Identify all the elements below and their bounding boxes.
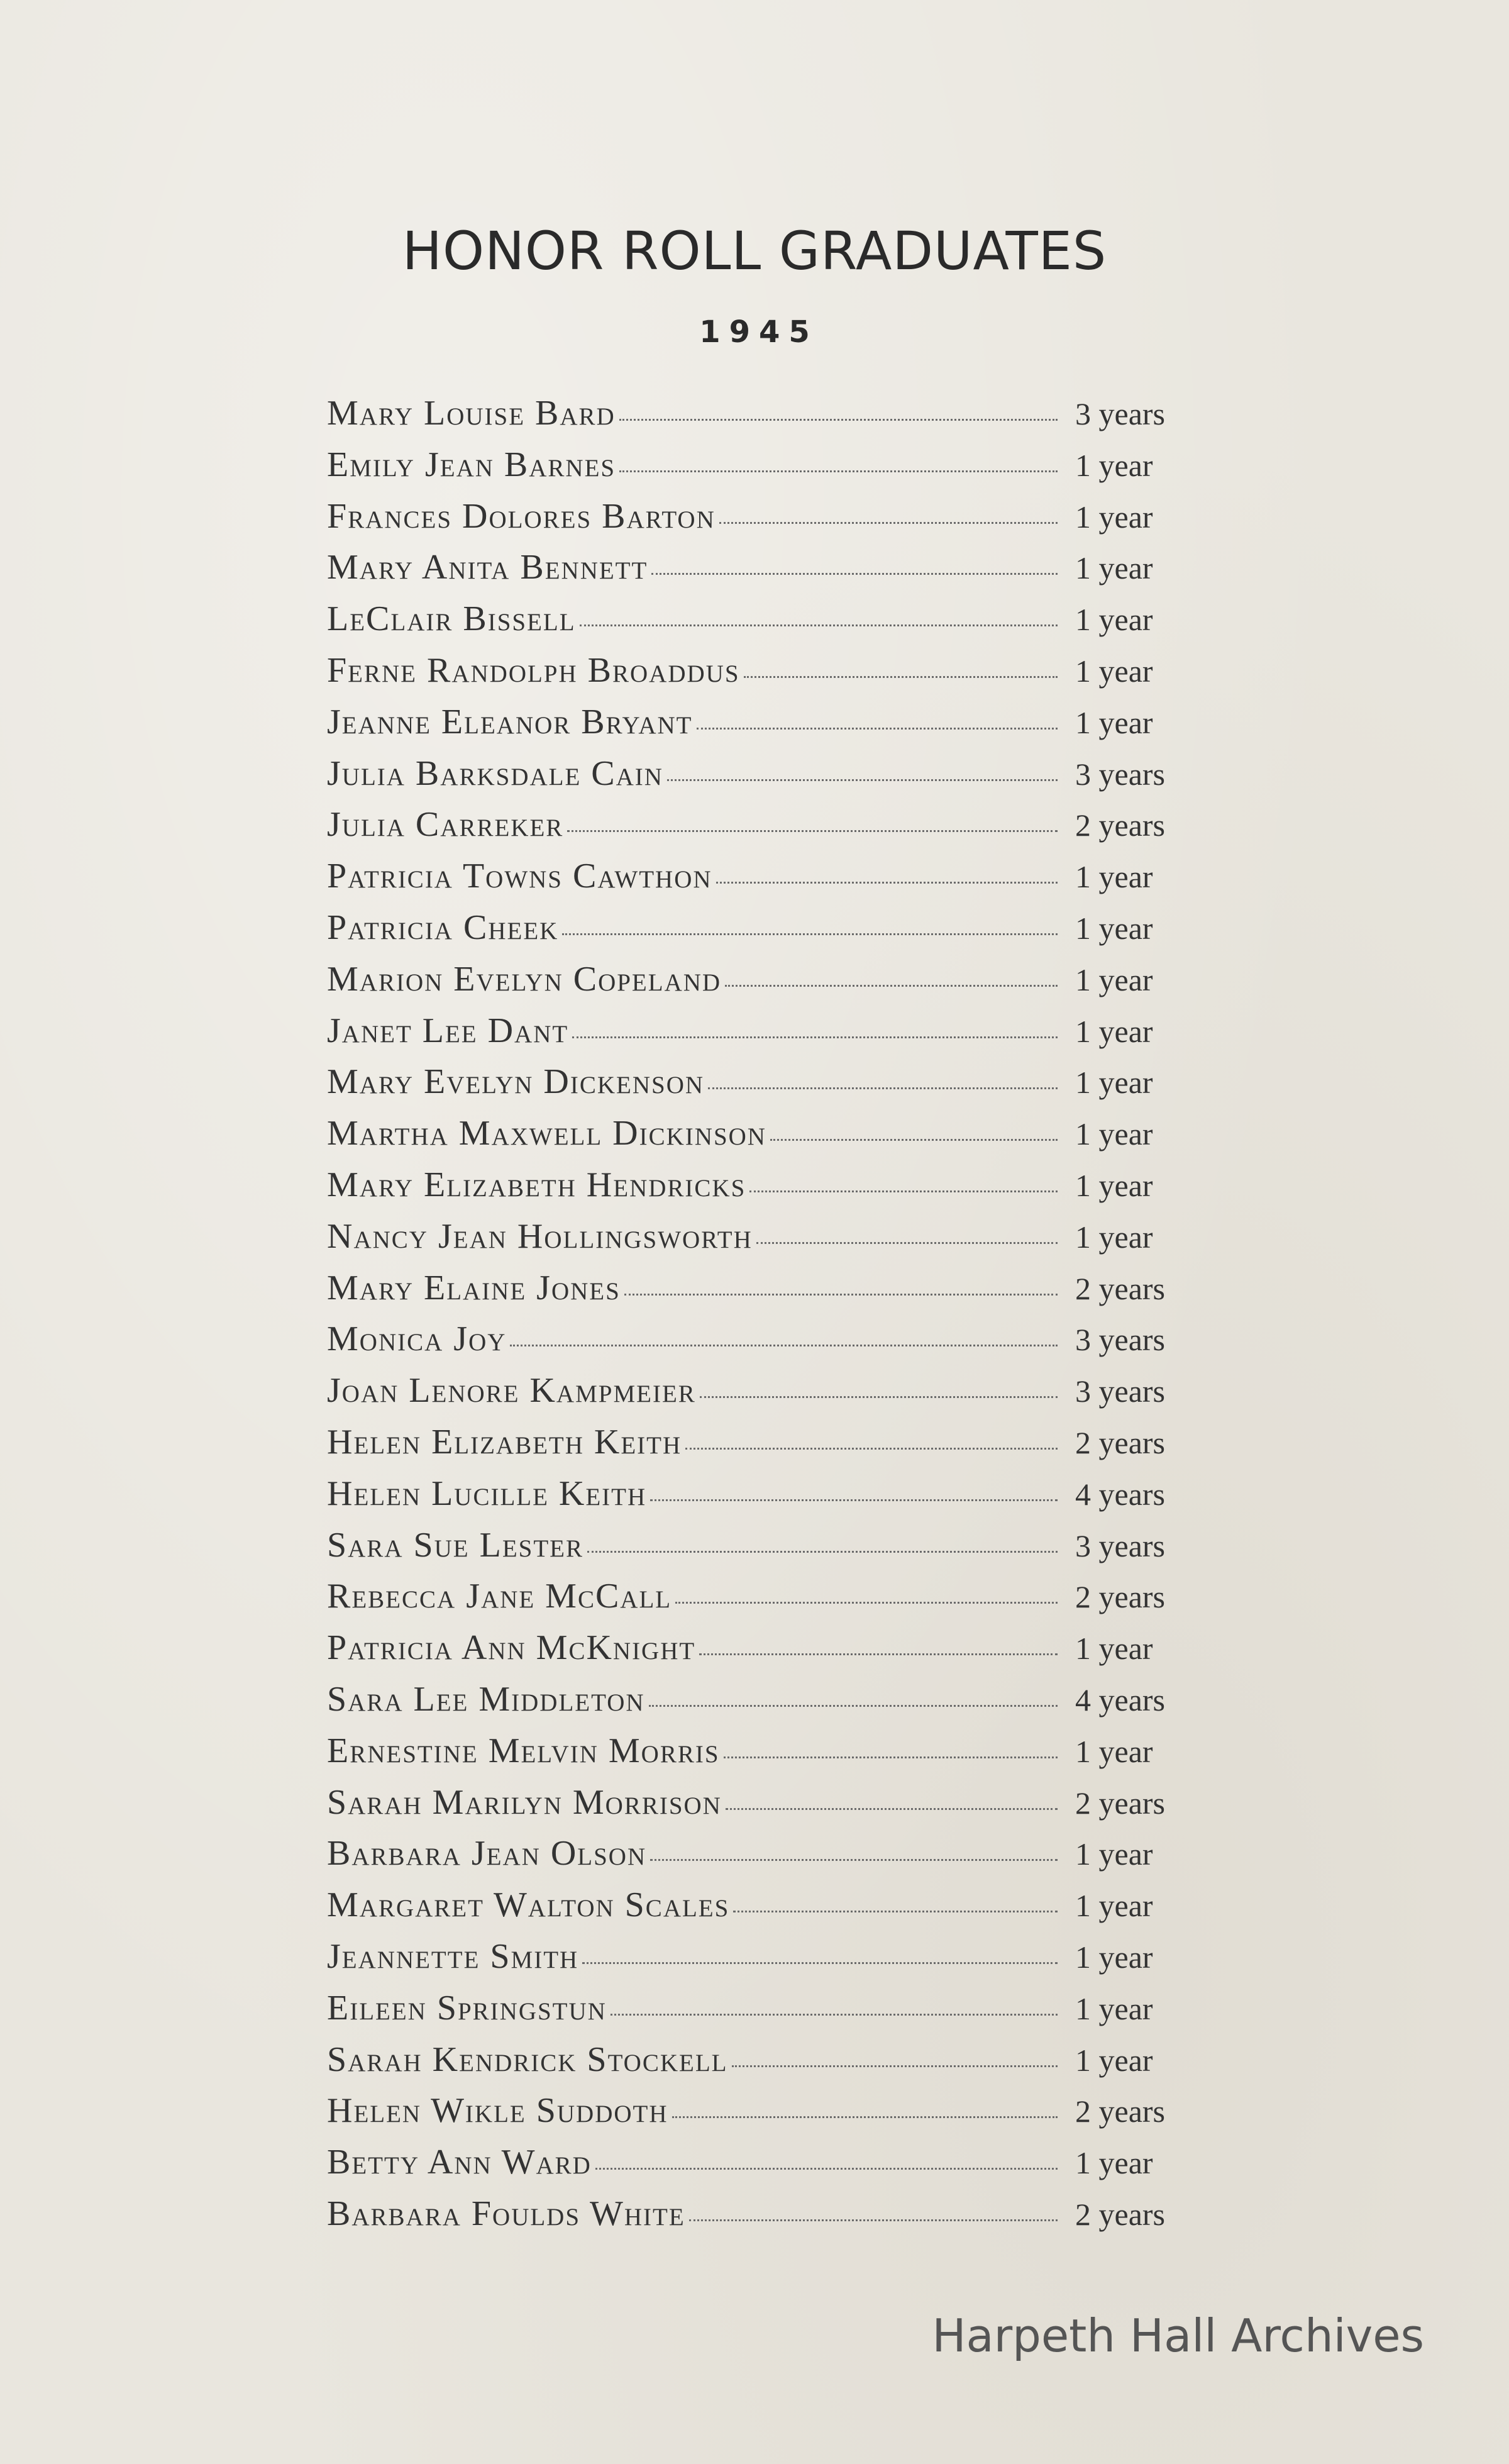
list-item [327, 856, 1201, 907]
graduate-duration: 2 years [1075, 2196, 1165, 2232]
dot-leader [580, 624, 1058, 626]
list-item [327, 753, 1201, 805]
graduate-name: Eileen Springstun [327, 1988, 607, 2028]
graduate-name: LeClair Bissell [327, 599, 576, 639]
list-item [327, 2142, 1201, 2194]
graduate-name: Helen Lucille Keith [327, 1473, 647, 1513]
graduate-name: Monica Joy [327, 1319, 507, 1359]
graduate-duration: 1 year [1075, 1733, 1153, 1769]
list-item [327, 2039, 1201, 2091]
dot-leader [719, 522, 1058, 524]
dot-leader [749, 1190, 1058, 1192]
graduate-duration: 1 year [1075, 1065, 1153, 1101]
graduate-duration: 2 years [1075, 1424, 1165, 1460]
list-item [327, 1782, 1201, 1834]
graduate-name: Jeannette Smith [327, 1936, 579, 1976]
list-item [327, 1731, 1201, 1782]
graduate-duration: 1 year [1075, 447, 1153, 483]
graduate-name: Helen Wikle Suddoth [327, 2091, 668, 2131]
graduate-duration: 1 year [1075, 1836, 1153, 1872]
dot-leader [587, 1551, 1058, 1553]
dot-leader [744, 676, 1058, 678]
list-item [327, 1525, 1201, 1577]
graduate-duration: 2 years [1075, 1270, 1165, 1306]
graduate-duration: 1 year [1075, 550, 1153, 586]
graduate-name: Ferne Randolph Broaddus [327, 650, 740, 690]
dot-leader [675, 1602, 1058, 1604]
graduate-duration: 1 year [1075, 2145, 1153, 2181]
graduate-duration: 4 years [1075, 1476, 1165, 1512]
graduate-duration: 2 years [1075, 807, 1165, 843]
list-item [327, 1679, 1201, 1731]
list-item [327, 1576, 1201, 1628]
graduate-name: Ernestine Melvin Morris [327, 1731, 720, 1770]
dot-leader [650, 1859, 1058, 1861]
dot-leader [510, 1345, 1058, 1346]
graduate-duration: 1 year [1075, 1013, 1153, 1049]
graduate-name: Marion Evelyn Copeland [327, 959, 722, 999]
graduate-duration: 1 year [1075, 704, 1153, 740]
graduate-name: Joan Lenore Kampmeier [327, 1371, 696, 1411]
graduate-name: Julia Carreker [327, 805, 564, 845]
graduate-name: Mary Elaine Jones [327, 1268, 621, 1307]
dot-leader [756, 1242, 1058, 1244]
graduate-duration: 3 years [1075, 756, 1165, 792]
graduate-duration: 1 year [1075, 1888, 1153, 1924]
list-item [327, 445, 1201, 496]
dot-leader [562, 933, 1058, 935]
graduate-duration: 1 year [1075, 499, 1153, 535]
list-item [327, 1062, 1201, 1113]
dot-leader [732, 2065, 1058, 2067]
dot-leader [651, 573, 1058, 575]
list-item [327, 907, 1201, 959]
graduate-name: Emily Jean Barnes [327, 445, 616, 484]
graduate-name: Sarah Kendrick Stockell [327, 2039, 728, 2079]
graduate-name: Patricia Cheek [327, 907, 559, 947]
list-item [327, 2090, 1201, 2142]
list-item [327, 959, 1201, 1011]
graduate-duration: 1 year [1075, 1631, 1153, 1667]
dot-leader [697, 728, 1058, 730]
graduate-name: Margaret Walton Scales [327, 1885, 730, 1925]
graduate-duration: 1 year [1075, 1219, 1153, 1255]
list-item [327, 1113, 1201, 1165]
graduate-name: Janet Lee Dant [327, 1011, 569, 1050]
dot-leader [716, 882, 1058, 884]
list-item [327, 1216, 1201, 1268]
dot-leader [572, 1036, 1058, 1038]
list-item [327, 1268, 1201, 1319]
archive-watermark: Harpeth Hall Archives [932, 2309, 1424, 2362]
graduate-duration: 2 years [1075, 1785, 1165, 1821]
list-item [327, 1011, 1201, 1062]
graduate-duration: 2 years [1075, 2094, 1165, 2129]
graduate-duration: 1 year [1075, 1167, 1153, 1203]
dot-leader [672, 2116, 1058, 2118]
graduate-duration: 1 year [1075, 910, 1153, 946]
dot-leader [582, 1962, 1058, 1964]
list-item [327, 1165, 1201, 1216]
list-item [327, 1628, 1201, 1679]
graduate-name: Mary Evelyn Dickenson [327, 1062, 705, 1102]
dot-leader [725, 985, 1058, 987]
list-item [327, 496, 1201, 548]
dot-leader [685, 1448, 1058, 1450]
list-item [327, 650, 1201, 702]
graduate-name: Frances Dolores Barton [327, 496, 716, 536]
graduate-duration: 1 year [1075, 1939, 1153, 1975]
dot-leader [649, 1705, 1058, 1707]
graduate-duration: 4 years [1075, 1682, 1165, 1718]
graduate-name: Mary Anita Bennett [327, 548, 648, 587]
list-item [327, 702, 1201, 753]
dot-leader [724, 1756, 1058, 1758]
list-item [327, 1988, 1201, 2039]
dot-leader [770, 1139, 1058, 1141]
dot-leader [699, 1653, 1058, 1655]
list-item [327, 1885, 1201, 1936]
dot-leader [611, 2014, 1058, 2016]
graduate-duration: 1 year [1075, 602, 1153, 638]
list-item [327, 804, 1201, 856]
graduates-list [327, 393, 1201, 2245]
list-item [327, 1370, 1201, 1422]
graduate-duration: 1 year [1075, 2042, 1153, 2078]
graduate-name: Julia Barksdale Cain [327, 753, 663, 793]
graduate-name: Patricia Towns Cawthon [327, 857, 712, 896]
dot-leader [733, 1911, 1058, 1912]
graduate-duration: 1 year [1075, 962, 1153, 997]
list-item [327, 599, 1201, 650]
graduate-duration: 3 years [1075, 1322, 1165, 1358]
graduate-duration: 3 years [1075, 396, 1165, 431]
list-item [327, 2194, 1201, 2245]
graduate-name: Sara Lee Middleton [327, 1679, 645, 1719]
dot-leader [726, 1808, 1058, 1810]
graduate-name: Sara Sue Lester [327, 1525, 583, 1565]
page-year: 1945 [699, 314, 819, 350]
dot-leader [619, 419, 1058, 421]
graduate-duration: 3 years [1075, 1374, 1165, 1409]
graduate-name: Helen Elizabeth Keith [327, 1422, 682, 1462]
graduate-name: Barbara Jean Olson [327, 1834, 647, 1873]
dot-leader [624, 1294, 1058, 1296]
list-item [327, 1833, 1201, 1885]
dot-leader [619, 470, 1058, 472]
graduate-name: Betty Ann Ward [327, 2143, 592, 2182]
graduate-name: Martha Maxwell Dickinson [327, 1114, 766, 1153]
graduate-name: Rebecca Jane McCall [327, 1577, 672, 1616]
graduate-name: Mary Louise Bard [327, 394, 616, 433]
dot-leader [689, 2219, 1058, 2221]
dot-leader [650, 1499, 1058, 1501]
list-item [327, 1473, 1201, 1525]
list-item [327, 1422, 1201, 1473]
dot-leader [700, 1396, 1058, 1398]
graduate-duration: 3 years [1075, 1528, 1165, 1563]
graduate-name: Patricia Ann McKnight [327, 1628, 696, 1668]
graduate-duration: 1 year [1075, 1116, 1153, 1152]
graduate-duration: 1 year [1075, 653, 1153, 689]
dot-leader [595, 2168, 1058, 2170]
page-title: HONOR ROLL GRADUATES [402, 220, 1107, 282]
dot-leader [708, 1087, 1058, 1089]
list-item [327, 393, 1201, 445]
graduate-name: Jeanne Eleanor Bryant [327, 702, 693, 741]
graduate-duration: 2 years [1075, 1579, 1165, 1615]
graduate-duration: 1 year [1075, 859, 1153, 895]
list-item [327, 547, 1201, 599]
graduate-name: Mary Elizabeth Hendricks [327, 1165, 746, 1204]
dot-leader [567, 830, 1058, 832]
dot-leader [667, 779, 1058, 781]
list-item [327, 1936, 1201, 1988]
graduate-duration: 1 year [1075, 1990, 1153, 2026]
graduate-name: Barbara Foulds White [327, 2194, 685, 2233]
graduate-name: Sarah Marilyn Morrison [327, 1782, 722, 1822]
graduate-name: Nancy Jean Hollingsworth [327, 1216, 753, 1256]
list-item [327, 1319, 1201, 1370]
